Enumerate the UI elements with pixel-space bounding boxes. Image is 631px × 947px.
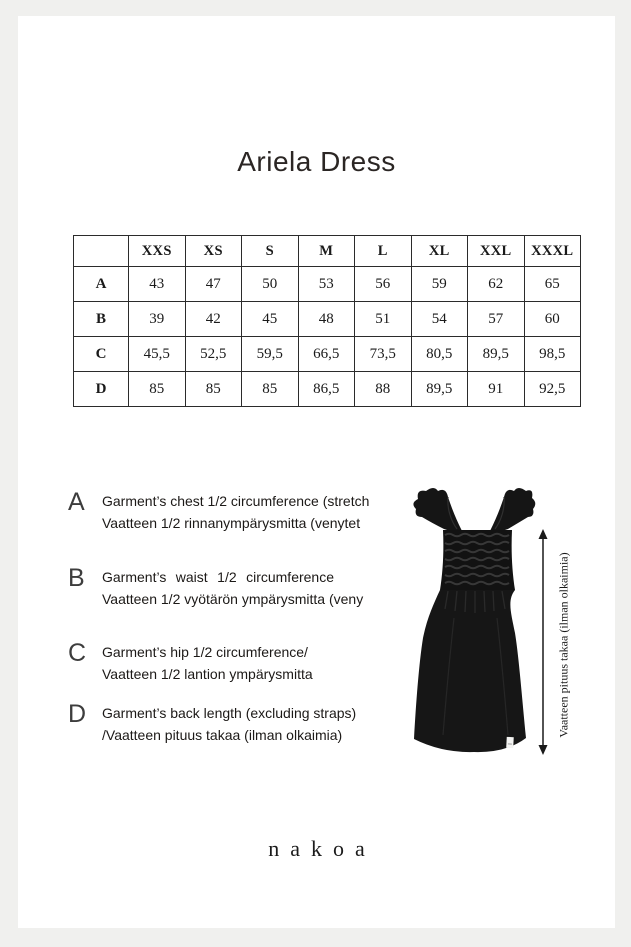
legend-letter: B: [68, 564, 85, 592]
legend-letter: C: [68, 639, 87, 667]
legend-line-fi: Vaatteen 1/2 rinnanympärysmitta (venytet: [102, 515, 361, 531]
cell: 85: [129, 372, 186, 407]
cell: 39: [129, 302, 186, 337]
legend-line-fi: Vaatteen 1/2 lantion ympärysmitta: [102, 666, 313, 682]
length-arrow-icon: [536, 529, 550, 755]
column-header-xxl: XXL: [468, 236, 525, 267]
table-row: [74, 372, 581, 407]
cell: 54: [411, 302, 468, 337]
cell: 45: [242, 302, 299, 337]
cell: 50: [242, 267, 299, 302]
legend-text: [102, 702, 370, 746]
cell: 60: [524, 302, 581, 337]
legend-line-en: Garment’s waist 1/2 circumference: [102, 569, 334, 585]
table-row: [74, 337, 581, 372]
cell: 59,5: [242, 337, 299, 372]
row-label: C: [74, 337, 129, 372]
cell: 62: [468, 267, 525, 302]
brand-logo: nakoa: [268, 836, 376, 861]
cell: 53: [298, 267, 355, 302]
legend-line-fi: /Vaatteen pituus takaa (ilman olkaimia): [102, 727, 343, 743]
column-header-xs: XS: [185, 236, 242, 267]
column-header-xxs: XXS: [129, 236, 186, 267]
cell: 89,5: [411, 372, 468, 407]
legend-text: [102, 641, 370, 685]
cell: 65: [524, 267, 581, 302]
cell: 52,5: [185, 337, 242, 372]
cell: 80,5: [411, 337, 468, 372]
cell: 92,5: [524, 372, 581, 407]
cell: 47: [185, 267, 242, 302]
size-table: [73, 235, 581, 407]
dress-illustration-icon: [402, 483, 547, 763]
cell: 57: [468, 302, 525, 337]
cell: 86,5: [298, 372, 355, 407]
column-header-xxxl: XXXL: [524, 236, 581, 267]
row-label: D: [74, 372, 129, 407]
cell: 43: [129, 267, 186, 302]
cell: 89,5: [468, 337, 525, 372]
legend-item-a: [68, 490, 370, 534]
size-table-header-row: [74, 236, 581, 267]
legend-line-en: Garment’s chest 1/2 circumference (stretch: [102, 493, 370, 509]
legend-item-d: [68, 702, 370, 746]
cell: 85: [185, 372, 242, 407]
legend-line-en: Garment’s back length (excluding straps): [102, 705, 357, 721]
arrow-label: Vaatteen pituus takaa (ilman olkaimia): [556, 552, 571, 738]
column-header-s: S: [242, 236, 299, 267]
content-card: [18, 16, 615, 928]
column-header-m: M: [298, 236, 355, 267]
column-header-l: L: [355, 236, 412, 267]
column-header-xl: XL: [411, 236, 468, 267]
cell: 56: [355, 267, 412, 302]
table-row: [74, 302, 581, 337]
cell: 91: [468, 372, 525, 407]
cell: 98,5: [524, 337, 581, 372]
legend-letter: A: [68, 488, 85, 516]
legend-text: [102, 490, 370, 534]
row-label: A: [74, 267, 129, 302]
corner-cell: [74, 236, 129, 267]
row-label: B: [74, 302, 129, 337]
hem-tag: [506, 737, 514, 748]
cell: 66,5: [298, 337, 355, 372]
legend-letter: D: [68, 700, 87, 728]
cell: 51: [355, 302, 412, 337]
legend-item-c: [68, 641, 370, 685]
cell: 42: [185, 302, 242, 337]
cell: 73,5: [355, 337, 412, 372]
cell: 88: [355, 372, 412, 407]
legend-text: [102, 566, 370, 610]
table-row: [74, 267, 581, 302]
cell: 85: [242, 372, 299, 407]
cell: 48: [298, 302, 355, 337]
cell: 45,5: [129, 337, 186, 372]
page-title: Ariela Dress: [237, 146, 396, 177]
legend-line-fi: Vaatteen 1/2 vyötärön ympärysmitta (veny: [102, 591, 364, 607]
cell: 59: [411, 267, 468, 302]
legend-item-b: [68, 566, 370, 610]
legend-line-en: Garment’s hip 1/2 circumference/: [102, 644, 308, 660]
